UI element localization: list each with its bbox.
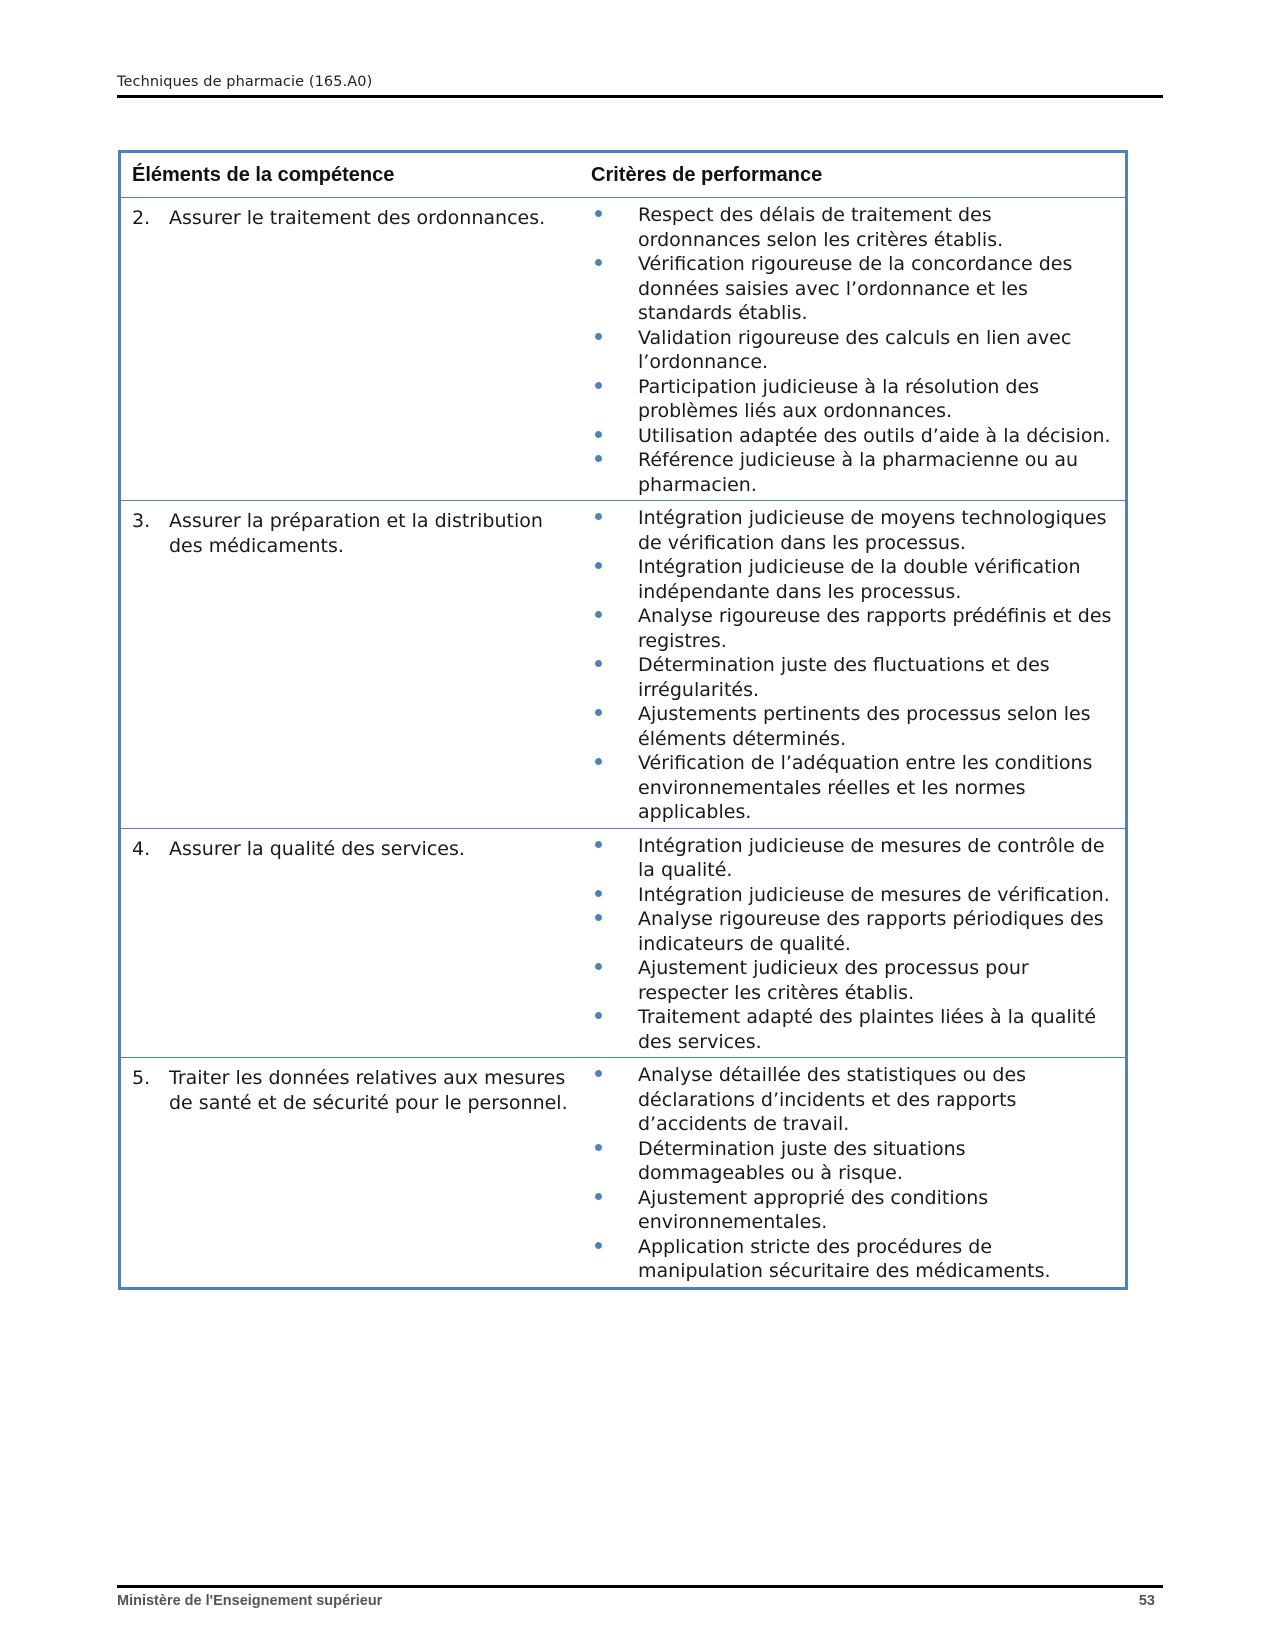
criterion-text: Participation judicieuse à la résolution des problèmes liés aux ordonnances. xyxy=(638,375,1040,422)
criterion-text: Ajustement approprié des conditions environnementales. xyxy=(638,1186,989,1233)
table-row xyxy=(121,829,1125,1059)
bullet-icon xyxy=(591,506,638,555)
criterion-item xyxy=(591,1005,1117,1054)
element-text: Assurer le traitement des ordonnances. xyxy=(169,207,546,229)
bullet-icon xyxy=(591,604,638,653)
bullet-icon xyxy=(591,1137,638,1186)
bullet-icon xyxy=(591,424,638,449)
bullet-icon xyxy=(591,203,638,252)
criterion-item xyxy=(591,834,1117,883)
criterion-item xyxy=(591,1186,1117,1235)
table-row xyxy=(121,501,1125,829)
footer-ministry: Ministère de l'Enseignement supérieur xyxy=(117,1593,383,1609)
criterion-text: Référence judicieuse à la pharmacienne ou au pharmacien. xyxy=(638,449,1079,496)
criterion-item xyxy=(591,506,1117,555)
bullet-icon xyxy=(591,448,638,497)
element-cell xyxy=(121,198,591,500)
column-header-elements: Éléments de la compétence xyxy=(132,163,395,186)
bullet-icon xyxy=(591,1063,638,1137)
table-row xyxy=(121,1058,1125,1287)
criterion-item xyxy=(591,1137,1117,1186)
document-title: Techniques de pharmacie (165.A0) xyxy=(117,74,373,90)
bullet-icon xyxy=(591,653,638,702)
element-text: Traiter les données relatives aux mesures de santé et de sécurité pour le personnel. xyxy=(169,1067,568,1114)
criterion-text: Intégration judicieuse de la double vérification indépendante dans les processus. xyxy=(638,556,1081,603)
criterion-text: Analyse rigoureuse des rapports périodiques des indicateurs de qualité. xyxy=(638,908,1104,955)
criterion-text: Respect des délais de traitement des ordonnances selon les critères établis. xyxy=(638,204,1004,251)
criterion-item xyxy=(591,604,1117,653)
criterion-item xyxy=(591,555,1117,604)
table-body xyxy=(121,198,1125,1287)
criterion-item xyxy=(591,1063,1117,1137)
table-row xyxy=(121,198,1125,501)
footer-row xyxy=(117,1593,1163,1609)
criterion-item xyxy=(591,751,1117,825)
element-number: 2. xyxy=(132,207,151,229)
criterion-text: Validation rigoureuse des calculs en lien avec l’ordonnance. xyxy=(638,326,1072,373)
competence-table xyxy=(118,150,1128,1290)
criterion-item xyxy=(591,956,1117,1005)
criterion-item xyxy=(591,907,1117,956)
bullet-icon xyxy=(591,702,638,751)
column-header-criteria: Critères de performance xyxy=(591,163,823,186)
page-footer xyxy=(117,1585,1163,1609)
footer-divider xyxy=(117,1585,1163,1588)
criterion-text: Ajustement judicieux des processus pour respecter les critères établis. xyxy=(638,957,1029,1004)
criterion-text: Vérification de l’adéquation entre les conditions environnementales réelles et les normes applicables. xyxy=(638,752,1093,823)
criterion-text: Détermination juste des fluctuations et des irrégularités. xyxy=(638,654,1050,701)
criteria-cell xyxy=(591,501,1125,828)
criterion-text: Analyse détaillée des statistiques ou des déclarations d’incidents et des rapports d’accidents de travail. xyxy=(638,1064,1027,1135)
criterion-item xyxy=(591,653,1117,702)
page-header xyxy=(117,74,1163,98)
criterion-item xyxy=(591,375,1117,424)
element-text: Assurer la préparation et la distribution des médicaments. xyxy=(169,510,543,557)
criterion-item xyxy=(591,702,1117,751)
criteria-cell xyxy=(591,1058,1125,1287)
criterion-text: Traitement adapté des plaintes liées à la qualité des services. xyxy=(638,1006,1097,1053)
criterion-item xyxy=(591,1235,1117,1284)
element-number: 4. xyxy=(132,837,151,860)
criteria-cell xyxy=(591,829,1125,1058)
bullet-icon xyxy=(591,1186,638,1235)
criterion-item xyxy=(591,252,1117,326)
bullet-icon xyxy=(591,1235,638,1284)
criterion-item xyxy=(591,448,1117,497)
bullet-icon xyxy=(591,751,638,825)
bullet-icon xyxy=(591,375,638,424)
criterion-item xyxy=(591,424,1117,449)
header-divider xyxy=(117,95,1163,98)
criterion-text: Intégration judicieuse de moyens technologiques de vérification dans les processus. xyxy=(638,507,1107,554)
criterion-text: Application stricte des procédures de manipulation sécuritaire des médicaments. xyxy=(638,1235,1051,1282)
criterion-text: Utilisation adaptée des outils d’aide à la décision. xyxy=(638,424,1111,447)
criterion-text: Intégration judicieuse de mesures de vérification. xyxy=(638,883,1110,906)
bullet-icon xyxy=(591,326,638,375)
criterion-item xyxy=(591,326,1117,375)
criterion-text: Ajustements pertinents des processus selon les éléments déterminés. xyxy=(638,703,1091,750)
page-number: 53 xyxy=(1138,1593,1155,1609)
criterion-item xyxy=(591,203,1117,252)
bullet-icon xyxy=(591,907,638,956)
criterion-item xyxy=(591,883,1117,908)
criterion-text: Détermination juste des situations dommageables ou à risque. xyxy=(638,1137,966,1184)
criteria-cell xyxy=(591,198,1125,500)
bullet-icon xyxy=(591,1005,638,1054)
criterion-text: Intégration judicieuse de mesures de contrôle de la qualité. xyxy=(638,834,1105,881)
criterion-text: Vérification rigoureuse de la concordance des données saisies avec l’ordonnance et les standards établis. xyxy=(638,253,1073,324)
bullet-icon xyxy=(591,956,638,1005)
bullet-icon xyxy=(591,555,638,604)
bullet-icon xyxy=(591,883,638,908)
bullet-icon xyxy=(591,252,638,326)
element-text: Assurer la qualité des services. xyxy=(169,837,465,860)
element-cell xyxy=(121,501,591,828)
element-cell xyxy=(121,1058,591,1287)
bullet-icon xyxy=(591,834,638,883)
element-number: 3. xyxy=(132,510,151,532)
criterion-text: Analyse rigoureuse des rapports prédéfinis et des registres. xyxy=(638,605,1112,652)
element-cell xyxy=(121,829,591,1058)
element-number: 5. xyxy=(132,1067,151,1089)
table-header-row xyxy=(121,153,1125,198)
